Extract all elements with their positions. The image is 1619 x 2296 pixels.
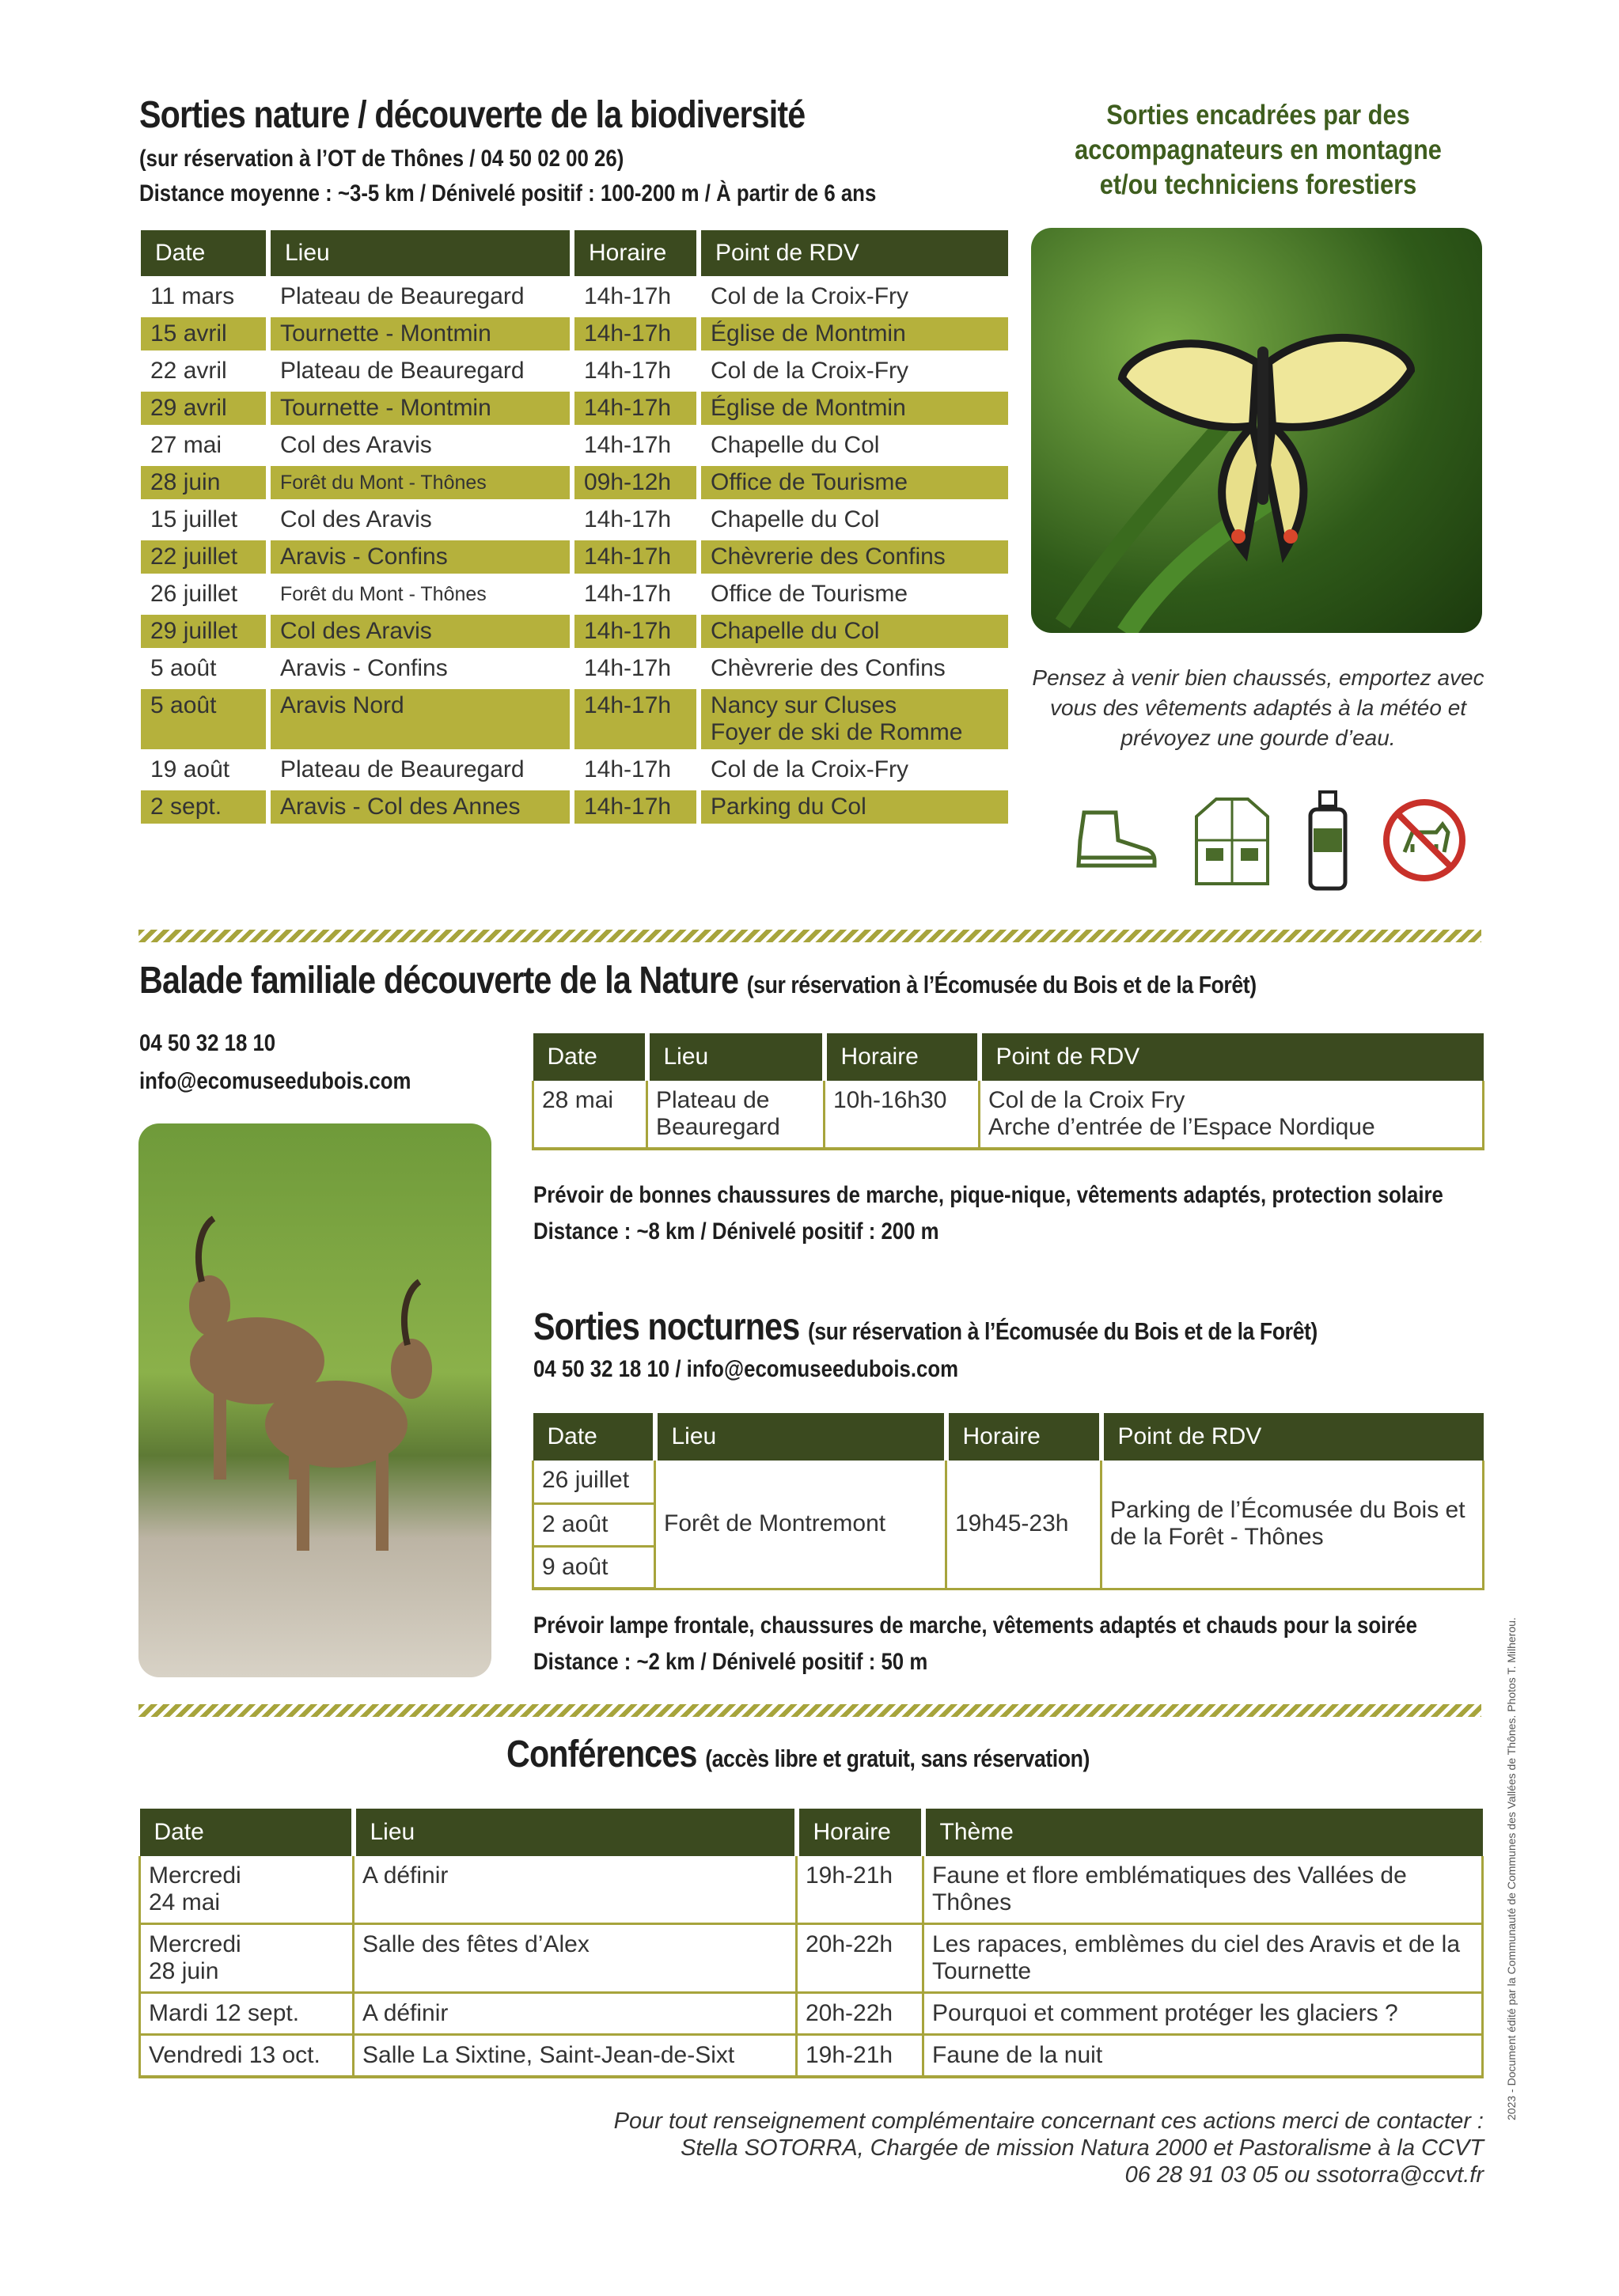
table-cell: 14h-17h (574, 392, 696, 425)
table-cell: 19h-21h (797, 1856, 923, 1924)
table-cell: Plateau de Beauregard (280, 358, 525, 384)
nature-distance: Distance moyenne : ~3-5 km / Dénivelé positif : 100-200 m / À partir de 6 ans (139, 180, 877, 206)
table-cell: 28 mai (533, 1081, 647, 1149)
table-cell: Office de Tourisme (711, 581, 908, 607)
table-cell: Les rapaces, emblèmes du ciel des Aravis et de la Tournette (923, 1924, 1483, 1993)
table-cell: 10h-16h30 (825, 1081, 980, 1149)
table-cell: Plateau de Beauregard (647, 1081, 825, 1149)
table-cell: 14h-17h (584, 432, 672, 458)
table-cell: 14h-17h (574, 615, 696, 648)
butterfly-photo (1031, 228, 1482, 633)
column-header: Lieu (271, 230, 570, 276)
table-cell: 14h-17h (584, 283, 672, 309)
balade-table (532, 1033, 1484, 1150)
ibex-photo (138, 1123, 491, 1677)
ibex-icon (189, 1218, 432, 1551)
table-cell: 20h-22h (797, 1993, 923, 2035)
table-row (141, 429, 1008, 462)
side-advice: Pensez à venir bien chaussés, emportez avec vous des vêtements adaptés à la météo et prévoyez une gourde d’eau. (1032, 665, 1484, 750)
nocturnes-note-distance: Distance : ~2 km / Dénivelé positif : 50 m (533, 1649, 928, 1675)
table-row (140, 1924, 1483, 1993)
footer-line: 06 28 91 03 05 ou ssotorra@ccvt.fr (1124, 2162, 1484, 2188)
table-cell: A définir (354, 1856, 797, 1924)
table-cell: 5 août (150, 655, 217, 681)
column-header: Thème (923, 1809, 1483, 1856)
balade-phone: 04 50 32 18 10 (139, 1030, 276, 1056)
column-header: Lieu (354, 1809, 797, 1856)
table-cell: Tournette - Montmin (271, 392, 570, 425)
table-cell: Parking du Col (701, 790, 1008, 824)
table-row (533, 1461, 1484, 1503)
table-cell: Église de Montmin (701, 317, 1008, 350)
table-row (141, 317, 1008, 350)
table-row (141, 652, 1008, 685)
column-header: Horaire (574, 230, 696, 276)
table-cell: 9 août (533, 1546, 655, 1589)
table-cell: 14h-17h (584, 358, 672, 384)
table-cell: Col des Aravis (280, 432, 432, 458)
balade-note-distance: Distance : ~8 km / Dénivelé positif : 200 m (533, 1218, 939, 1245)
table-cell: Col de la Croix-Fry (711, 283, 909, 309)
table-cell: Col des Aravis (280, 506, 432, 532)
table-cell: Aravis Nord (271, 689, 570, 749)
table-row (141, 392, 1008, 425)
column-header: Date (533, 1413, 655, 1461)
column-header: Point de RDV (701, 230, 1008, 276)
table-cell: Office de Tourisme (701, 466, 1008, 499)
butterfly-icon (1122, 338, 1411, 552)
balade-email: info@ecomuseedubois.com (139, 1068, 411, 1094)
side-heading: Sorties encadrées par des accompagnateurs en montagne et/ou techniciens forestiers (1075, 100, 1442, 200)
table-cell: Aravis - Confins (280, 655, 448, 681)
table-cell: Mercredi 28 juin (140, 1924, 354, 1993)
nocturnes-title: Sorties nocturnes (sur réservation à l’Écomusée du Bois et de la Forêt) (533, 1306, 1318, 1348)
table-cell: 26 juillet (533, 1461, 655, 1503)
table-cell: Tournette - Montmin (271, 317, 570, 350)
table-cell: 28 juin (141, 466, 266, 499)
table-cell: Plateau de Beauregard (280, 283, 525, 309)
nature-reservation: (sur réservation à l’OT de Thônes / 04 50 02 00 26) (139, 146, 624, 172)
photo-credit: 2023 - Document édité par la Communauté de Communes des Vallées de Thônes. Photos T. Milherou. (1505, 1617, 1518, 2120)
table-cell: Chèvrerie des Confins (711, 655, 946, 681)
footer-line: Pour tout renseignement complémentaire concernant ces actions merci de contacter : (613, 2108, 1484, 2134)
table-cell: 19h45-23h (946, 1461, 1101, 1589)
table-cell: Forêt du Mont - Thônes (271, 466, 570, 499)
column-header: Point de RDV (1101, 1413, 1484, 1461)
table-cell: 19 août (150, 756, 230, 782)
table-cell: Chapelle du Col (711, 506, 880, 532)
jacket-icon (1189, 793, 1276, 888)
table-row (141, 540, 1008, 574)
table-row (141, 689, 1008, 749)
table-cell: 2 août (533, 1503, 655, 1546)
table-cell: A définir (354, 1993, 797, 2035)
table-cell: 14h-17h (584, 655, 672, 681)
nature-title: Sorties nature / découverte de la biodiversité (139, 94, 806, 136)
nocturnes-note-equipment: Prévoir lampe frontale, chaussures de marche, vêtements adaptés et chauds pour la soirée (533, 1612, 1418, 1639)
table-cell: Chapelle du Col (701, 615, 1008, 648)
water-bottle-icon (1304, 789, 1352, 892)
column-header: Horaire (797, 1809, 923, 1856)
table-row (140, 2035, 1483, 2078)
table-cell: 15 avril (141, 317, 266, 350)
table-cell: 09h-12h (574, 466, 696, 499)
table-row (141, 280, 1008, 313)
column-header: Horaire (946, 1413, 1101, 1461)
table-cell: Parking de l’Écomusée du Bois et de la Forêt - Thônes (1101, 1461, 1484, 1589)
table-cell: 15 juillet (150, 506, 238, 532)
table-cell: 14h-17h (574, 317, 696, 350)
table-cell: Mercredi 24 mai (140, 1856, 354, 1924)
table-cell: 14h-17h (574, 540, 696, 574)
table-cell: 27 mai (150, 432, 222, 458)
nocturnes-contact: 04 50 32 18 10 / info@ecomuseedubois.com (533, 1356, 959, 1382)
table-cell: Salle La Sixtine, Saint-Jean-de-Sixt (354, 2035, 797, 2078)
table-cell: Forêt de Montremont (655, 1461, 946, 1589)
table-cell: Col des Aravis (271, 615, 570, 648)
table-cell: 14h-17h (584, 581, 672, 607)
table-cell: Salle des fêtes d’Alex (354, 1924, 797, 1993)
table-cell: Faune et flore emblématiques des Vallées de Thônes (923, 1856, 1483, 1924)
table-row (141, 578, 1008, 611)
table-row (141, 753, 1008, 786)
table-cell: 11 mars (150, 283, 235, 309)
balade-title: Balade familiale découverte de la Nature (sur réservation à l’Écomusée du Bois et de la Forêt) (139, 960, 1257, 1002)
table-cell: Nancy sur Cluses Foyer de ski de Romme (701, 689, 1008, 749)
table-row (141, 503, 1008, 536)
table-cell: Faune de la nuit (923, 2035, 1483, 2078)
column-header: Lieu (655, 1413, 946, 1461)
table-cell: 14h-17h (584, 506, 672, 532)
nocturnes-table (532, 1413, 1484, 1590)
table-cell: 22 juillet (141, 540, 266, 574)
table-cell: 29 juillet (141, 615, 266, 648)
table-cell: 19h-21h (797, 2035, 923, 2078)
nature-table (136, 226, 1013, 828)
hiking-boot-icon (1072, 809, 1159, 872)
no-dogs-icon (1381, 797, 1468, 884)
table-row (140, 1993, 1483, 2035)
table-cell: Vendredi 13 oct. (140, 2035, 354, 2078)
column-header: Date (141, 230, 266, 276)
table-row (141, 615, 1008, 648)
column-header: Lieu (647, 1033, 825, 1081)
column-header: Horaire (825, 1033, 980, 1081)
table-cell: 20h-22h (797, 1924, 923, 1993)
table-cell: Mardi 12 sept. (140, 1993, 354, 2035)
table-cell: Chapelle du Col (711, 432, 880, 458)
table-cell: 26 juillet (150, 581, 238, 607)
table-cell: 14h-17h (584, 756, 672, 782)
table-cell: 22 avril (150, 358, 227, 384)
table-row (140, 1856, 1483, 1924)
equipment-icons (1072, 793, 1468, 888)
table-cell: 5 août (141, 689, 266, 749)
footer-line: Stella SOTORRA, Chargée de mission Natura 2000 et Pastoralisme à la CCVT (681, 2135, 1484, 2161)
table-cell: Chèvrerie des Confins (701, 540, 1008, 574)
table-cell: Aravis - Col des Annes (271, 790, 570, 824)
column-header: Date (140, 1809, 354, 1856)
column-header: Point de RDV (980, 1033, 1484, 1081)
table-cell: Col de la Croix-Fry (711, 756, 909, 782)
conf-table (138, 1809, 1484, 2078)
table-cell: 14h-17h (574, 790, 696, 824)
table-cell: Pourquoi et comment protéger les glaciers ? (923, 1993, 1483, 2035)
balade-note-equipment: Prévoir de bonnes chaussures de marche, pique-nique, vêtements adaptés, protection solaire (533, 1182, 1443, 1208)
divider (138, 1704, 1481, 1717)
table-cell: Col de la Croix-Fry (711, 358, 909, 384)
table-cell: Plateau de Beauregard (280, 756, 525, 782)
table-cell: Aravis - Confins (271, 540, 570, 574)
divider (138, 930, 1481, 942)
table-cell: Église de Montmin (701, 392, 1008, 425)
table-row (141, 466, 1008, 499)
table-row (141, 354, 1008, 388)
table-cell: Col de la Croix Fry Arche d’entrée de l’Espace Nordique (980, 1081, 1484, 1149)
column-header: Date (533, 1033, 647, 1081)
conf-title: Conférences (accès libre et gratuit, sans réservation) (506, 1733, 1090, 1775)
footer-contact (138, 2108, 1484, 2188)
table-row (141, 790, 1008, 824)
table-cell: 14h-17h (574, 689, 696, 749)
table-cell: Forêt du Mont - Thônes (280, 583, 487, 605)
table-cell: 29 avril (141, 392, 266, 425)
table-cell: 2 sept. (141, 790, 266, 824)
